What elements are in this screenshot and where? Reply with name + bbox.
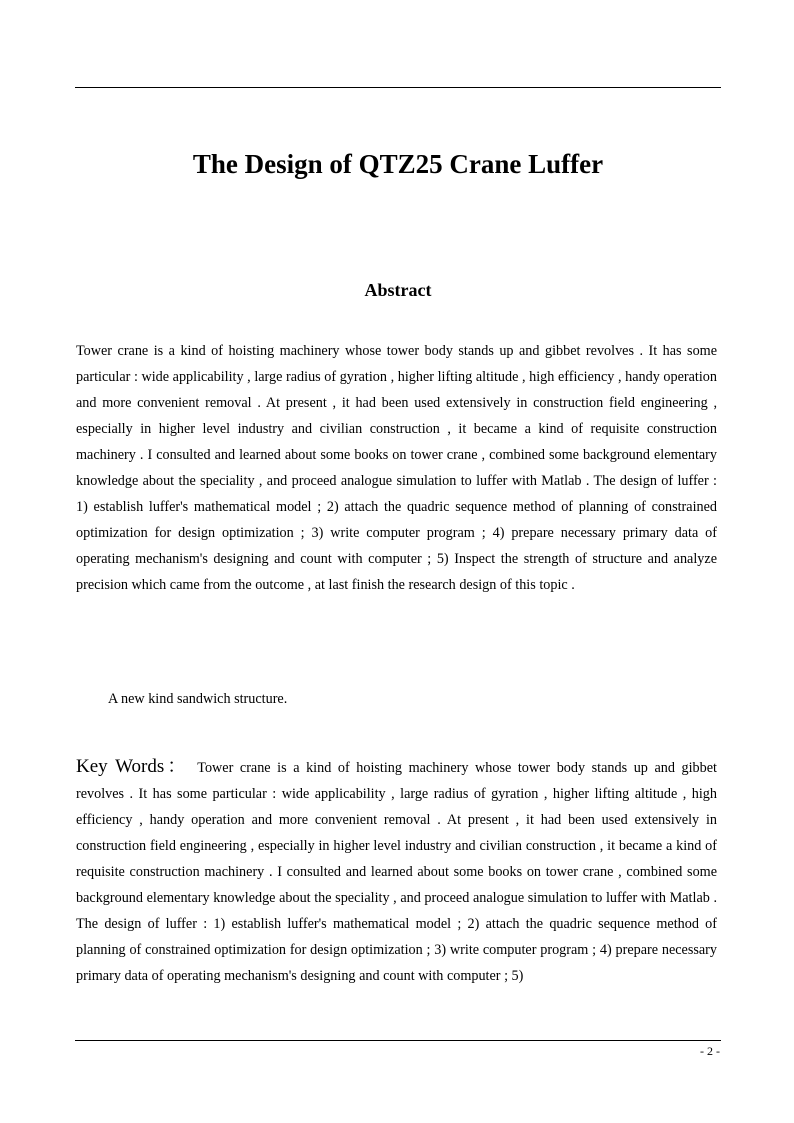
keywords-label: Key Words：: [76, 756, 190, 777]
abstract-body: Tower crane is a kind of hoisting machinery whose tower body stands up and gibbet revolves . It has some particular : wide applicability , large radius of gyration , higher lifting altitude , high efficiency , handy operation and more convenient removal . At present , it had been used extensively in construction field engineering , especially in higher level industry and civilian construction , it became a kind of requisite construction machinery . I consulted and learned about some books on tower crane , combined some background elementary knowledge about the speciality , and proceed analogue simulation to luffer with Matlab . The design of luffer : 1) establish luffer's mathematical model ; 2) attach the quadric sequence method of planning of constrained optimization for design optimization ; 3) write computer program ; 4) prepare necessary primary data of operating mechanism's designing and count with computer ; 5) Inspect the strength of structure and analyze precision which came from the outcome , at last finish the research design of this topic .: [76, 343, 717, 593]
page-title: The Design of QTZ25 Crane Luffer: [192, 149, 604, 179]
keywords-paragraph: [76, 754, 717, 1032]
keywords-text: Tower crane is a kind of hoisting machinery whose tower body stands up and gibbet revolves . It has some particular : wide applicability , large radius of gyration , higher lifting altitude , high efficiency , handy operation and more convenient removal . At present , it had been used extensively in construction field engineering , especially in higher level industry and civilian construction , it became a kind of requisite construction machinery . I consulted and learned about some books on tower crane , combined some background elementary knowledge about the speciality , and proceed analogue simulation to luffer with Matlab . The design of luffer : 1) establish luffer's mathematical model ; 2) attach the quadric sequence method of planning of constrained optimization for design optimization ; 3) write computer program ; 4) prepare necessary primary data of operating mechanism's designing and count with computer ; 5): [76, 760, 717, 984]
abstract-heading: Abstract: [364, 280, 432, 300]
structure-note: A new kind sandwich structure.: [108, 691, 288, 707]
footer-rule: [75, 1040, 721, 1041]
header-rule: [75, 87, 721, 88]
page-number: - 2 -: [700, 1044, 720, 1058]
